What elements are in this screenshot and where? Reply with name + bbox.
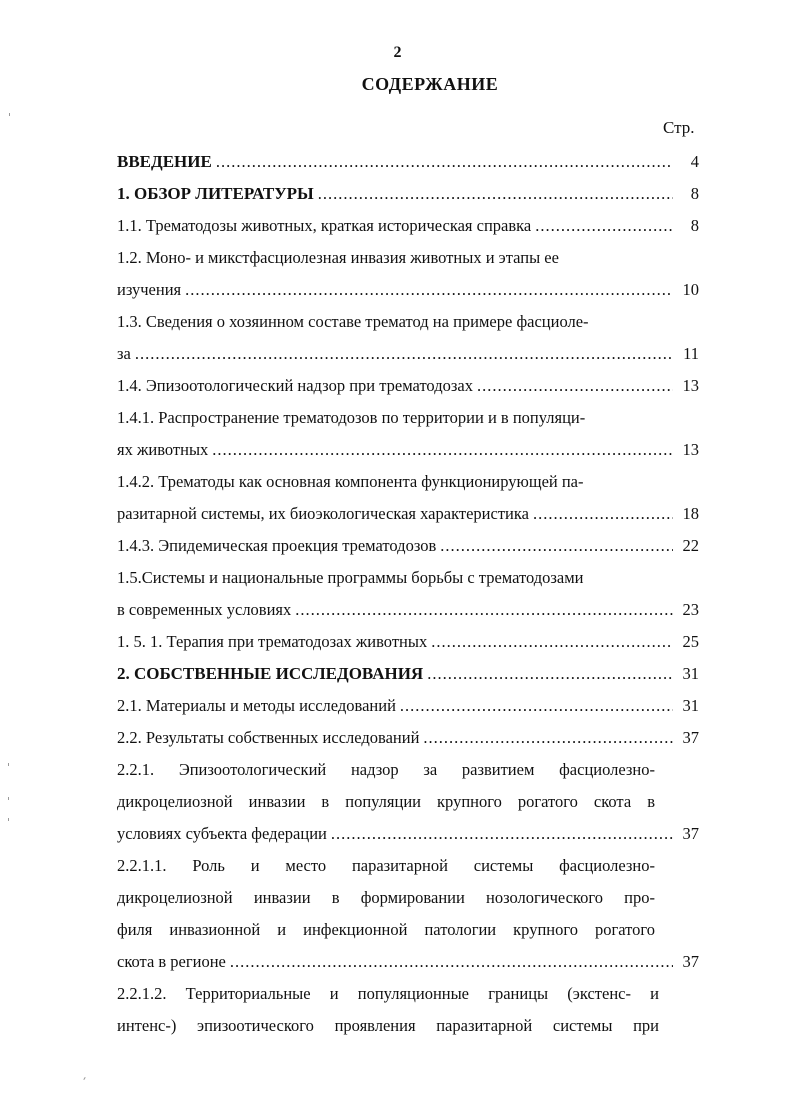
toc-entry-1-5-line: 1.5.Системы и национальные программы борьбы с трематодозами: [117, 568, 584, 587]
toc-entry-2-2-1-2-line-2: интенс-) эпизоотического проявления паразитарной системы при: [117, 1016, 659, 1035]
dot-leader: [535, 211, 673, 241]
toc-entry-1-4-3[interactable]: [117, 531, 699, 561]
toc-entry-2-2[interactable]: [117, 723, 699, 753]
pages-column-header: Стр.: [663, 118, 695, 137]
dot-leader: [185, 275, 673, 305]
toc-entry-label: 2.1. Материалы и методы исследований: [117, 696, 396, 715]
toc-entry-page: 37: [682, 952, 699, 971]
scan-speck: [9, 113, 10, 116]
dot-leader: [533, 499, 673, 529]
toc-entry-page: 31: [682, 664, 699, 683]
dot-leader: [440, 531, 673, 561]
toc-entry-label: разитарной системы, их биоэкологическая характеристика: [117, 504, 529, 523]
toc-entry-1-4[interactable]: [117, 371, 699, 401]
toc-entry-label: условиях субъекта федерации: [117, 824, 327, 843]
toc-entry-2-1[interactable]: [117, 691, 699, 721]
toc-entry-page: 37: [682, 728, 699, 747]
toc-entry-2-2-1-2-line-1: 2.2.1.2. Территориальные и популяционные границы (экстенс- и: [117, 984, 659, 1003]
dot-leader: [477, 371, 673, 401]
page-number: 2: [393, 44, 402, 61]
toc-entry-page: 37: [682, 824, 699, 843]
toc-entry-1-3-line: 1.3. Сведения о хозяинном составе трематод на примере фасциоле-: [117, 312, 589, 331]
dot-leader: [216, 147, 673, 177]
toc-entry-label: 2. СОБСТВЕННЫЕ ИССЛЕДОВАНИЯ: [117, 664, 424, 683]
toc-entry-label: 1.1. Трематодозы животных, краткая историческая справка: [117, 216, 532, 235]
toc-entry-page: 10: [682, 280, 699, 299]
toc-entry-2-2-1[interactable]: [117, 819, 699, 849]
toc-entry-1-4-1[interactable]: [117, 435, 699, 465]
toc-entry-1-1[interactable]: [117, 211, 699, 241]
toc-entry-page: 18: [682, 504, 699, 523]
toc-entry-label: скота в регионе: [117, 952, 226, 971]
toc-entry-2-2-1-1[interactable]: [117, 947, 699, 977]
toc-entry-label: 1.4.3. Эпидемическая проекция трематодозов: [117, 536, 437, 555]
toc-entry-1-2[interactable]: [117, 275, 699, 305]
dot-leader: [230, 947, 673, 977]
toc-entry-2-2-1-1-line-1: 2.2.1.1. Роль и место паразитарной системы фасциолезно-: [117, 856, 655, 875]
dot-leader: [427, 659, 673, 689]
toc-entry-label: 2.2. Результаты собственных исследований: [117, 728, 420, 747]
scan-speck: [8, 797, 9, 800]
toc-entry-page: 25: [682, 632, 699, 651]
scan-speck: [83, 1077, 85, 1080]
toc-entry-label: в современных условиях: [117, 600, 292, 619]
dot-leader: [295, 595, 673, 625]
toc-entry-page: 8: [690, 184, 699, 203]
toc-entry-page: 11: [683, 344, 699, 363]
page-title: СОДЕРЖАНИЕ: [361, 74, 499, 94]
toc-entry-label: 1. 5. 1. Терапия при трематодозах животных: [117, 632, 428, 651]
toc-entry-page: 31: [682, 696, 699, 715]
toc-entry-page: 4: [690, 152, 699, 171]
toc-entry-1-4-1-line: 1.4.1. Распространение трематодозов по территории и в популяци-: [117, 408, 586, 427]
toc-entry-1-5-1[interactable]: [117, 627, 699, 657]
toc-entry-chapter-2[interactable]: [117, 659, 699, 689]
dot-leader: [423, 723, 673, 753]
toc-entry-1-5[interactable]: [117, 595, 699, 625]
toc-entry-page: 13: [682, 376, 699, 395]
toc-entry-intro[interactable]: [117, 147, 699, 177]
toc-entry-label: за: [117, 344, 131, 363]
toc-entry-label: 1.4. Эпизоотологический надзор при трематодозах: [117, 376, 473, 395]
dot-leader: [331, 819, 673, 849]
toc-entry-2-2-1-1-line-3: филя инвазионной и инфекционной патологии крупного рогатого: [117, 920, 655, 939]
toc-entry-1-2-line: 1.2. Моно- и микстфасциолезная инвазия животных и этапы ее: [117, 248, 559, 267]
dot-leader: [431, 627, 673, 657]
toc-entry-page: 13: [682, 440, 699, 459]
toc-entry-chapter-1[interactable]: [117, 179, 699, 209]
scan-speck: [8, 763, 9, 766]
toc-entry-label: изучения: [117, 280, 182, 299]
dot-leader: [212, 435, 673, 465]
toc-entry-1-4-2[interactable]: [117, 499, 699, 529]
toc-entry-page: 23: [682, 600, 699, 619]
toc-entry-2-2-1-1-line-2: дикроцелиозной инвазии в формировании нозологического про-: [117, 888, 655, 907]
toc-entry-2-2-1-line-1: 2.2.1. Эпизоотологический надзор за развитием фасциолезно-: [117, 760, 655, 779]
toc-entry-label: ВВЕДЕНИЕ: [117, 152, 212, 171]
toc-entry-label: 1. ОБЗОР ЛИТЕРАТУРЫ: [117, 184, 314, 203]
toc-entry-1-3[interactable]: [117, 339, 699, 369]
toc-entry-label: ях животных: [117, 440, 209, 459]
dot-leader: [400, 691, 673, 721]
dot-leader: [135, 339, 673, 369]
toc-entry-page: 22: [682, 536, 699, 555]
scan-speck: [8, 818, 9, 821]
dot-leader: [318, 179, 673, 209]
toc-entry-page: 8: [690, 216, 699, 235]
toc-entry-2-2-1-line-2: дикроцелиозной инвазии в популяции крупного рогатого скота в: [117, 792, 655, 811]
toc-entry-1-4-2-line: 1.4.2. Трематоды как основная компонента функционирующей па-: [117, 472, 584, 491]
